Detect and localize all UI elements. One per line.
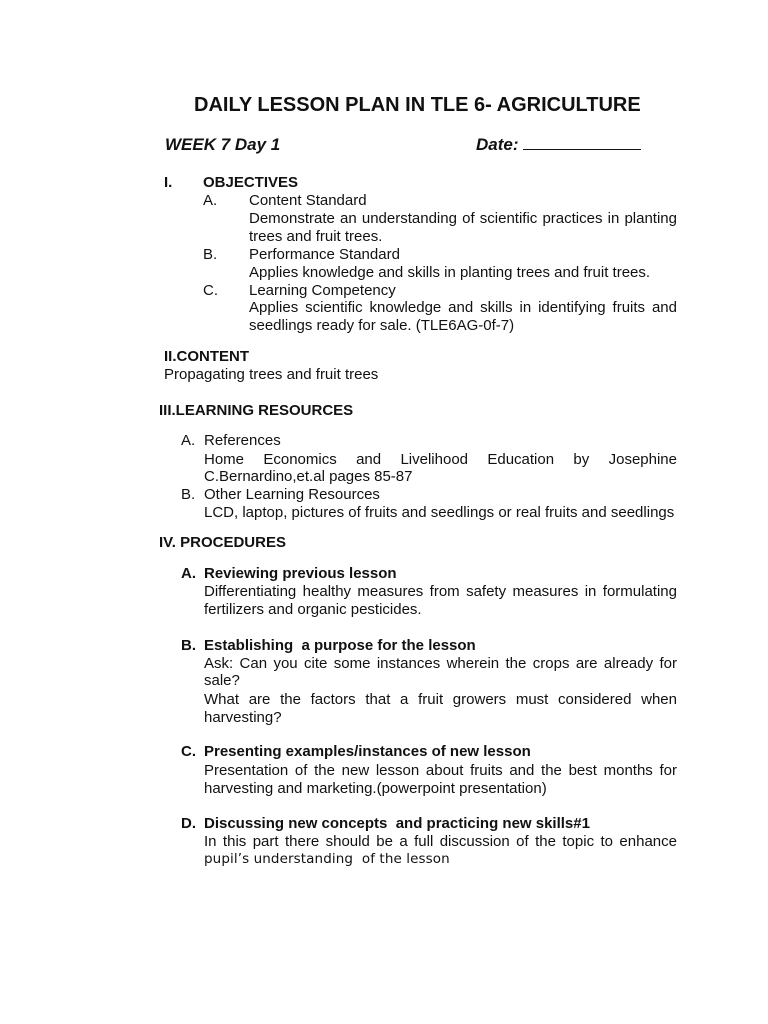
objective-b-letter: B. bbox=[203, 246, 218, 263]
procedure-d-line2: pupil’s understanding of the lesson bbox=[204, 851, 450, 867]
date-blank-line bbox=[523, 135, 641, 150]
procedure-c-letter: C. bbox=[181, 743, 196, 760]
resource-a-line1: Home Economics and Livelihood Education by Josephine bbox=[204, 451, 677, 468]
procedure-b-line3: What are the factors that a fruit growers must considered when bbox=[204, 691, 677, 708]
procedure-d-letter: D. bbox=[181, 815, 196, 832]
objective-b-line1: Applies knowledge and skills in planting trees and fruit trees. bbox=[249, 264, 651, 281]
section-heading-objectives: OBJECTIVES bbox=[203, 174, 299, 191]
objective-a-line2: trees and fruit trees. bbox=[249, 228, 383, 245]
procedure-b-line2: sale? bbox=[204, 672, 240, 689]
page-title: DAILY LESSON PLAN IN TLE 6- AGRICULTURE bbox=[194, 94, 641, 116]
objective-a-letter: A. bbox=[203, 192, 218, 209]
procedure-c-line2: harvesting and marketing.(powerpoint presentation) bbox=[204, 780, 547, 797]
week-label: WEEK 7 Day 1 bbox=[165, 135, 281, 154]
content-text: Propagating trees and fruit trees bbox=[164, 366, 379, 383]
procedure-a-line2: fertilizers and organic pesticides. bbox=[204, 601, 422, 618]
procedure-a-line1: Differentiating healthy measures from safety measures in formulating bbox=[204, 583, 677, 600]
objective-c-line1: Applies scientific knowledge and skills in identifying fruits and bbox=[249, 299, 677, 316]
objective-c-letter: C. bbox=[203, 282, 218, 299]
objective-c-line2: seedlings ready for sale. (TLE6AG-0f-7) bbox=[249, 317, 515, 334]
procedure-a-title: Reviewing previous lesson bbox=[204, 565, 397, 582]
procedure-d-title: Discussing new concepts and practicing new skills#1 bbox=[204, 815, 590, 832]
procedure-c-title: Presenting examples/instances of new lesson bbox=[204, 743, 531, 760]
resource-b-title: Other Learning Resources bbox=[204, 486, 380, 503]
procedure-d-line1: In this part there should be a full discussion of the topic to enhance bbox=[204, 833, 677, 850]
objective-b-title: Performance Standard bbox=[249, 246, 400, 263]
resource-a-title: References bbox=[204, 432, 281, 449]
procedure-b-title: Establishing a purpose for the lesson bbox=[204, 637, 476, 654]
section-heading-content: II.CONTENT bbox=[164, 348, 249, 365]
section-heading-procedures: IV. PROCEDURES bbox=[159, 534, 286, 551]
resource-b-line1: LCD, laptop, pictures of fruits and seedlings or real fruits and seedlings bbox=[204, 504, 675, 521]
procedure-b-letter: B. bbox=[181, 637, 196, 654]
resource-b-letter: B. bbox=[181, 486, 196, 503]
date-label: Date: bbox=[476, 135, 519, 154]
procedure-b-line4: harvesting? bbox=[204, 709, 282, 726]
resource-a-letter: A. bbox=[181, 432, 196, 449]
procedure-b-line1: Ask: Can you cite some instances wherein the crops are already for bbox=[204, 655, 677, 672]
section-heading-resources: III.LEARNING RESOURCES bbox=[159, 402, 354, 419]
section-number-objectives: I. bbox=[164, 174, 173, 191]
resource-a-line2: C.Bernardino,et.al pages 85-87 bbox=[204, 468, 413, 485]
objective-a-title: Content Standard bbox=[249, 192, 367, 209]
procedure-c-line1: Presentation of the new lesson about fruits and the best months for bbox=[204, 762, 677, 779]
procedure-a-letter: A. bbox=[181, 565, 196, 582]
objective-a-line1: Demonstrate an understanding of scientific practices in planting bbox=[249, 210, 677, 227]
objective-c-title: Learning Competency bbox=[249, 282, 396, 299]
date-field bbox=[476, 135, 641, 155]
